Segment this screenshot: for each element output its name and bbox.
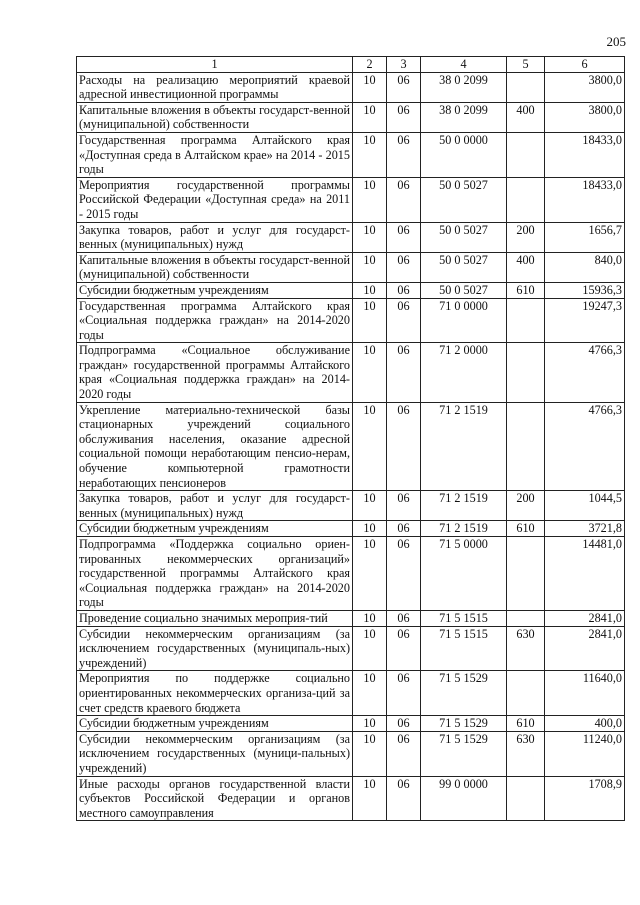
- row-section-cell: 10: [353, 716, 387, 732]
- row-expense-type-cell: [507, 776, 545, 821]
- row-section-cell: 10: [353, 343, 387, 402]
- header-col-1: 1: [77, 57, 353, 73]
- row-name-cell: Субсидии некоммерческим организациям (за исключением государственных (муници-пальных) учреждений): [77, 731, 353, 776]
- row-expense-type-cell: 400: [507, 102, 545, 132]
- row-expense-type-cell: [507, 671, 545, 716]
- row-amount-cell: 2841,0: [545, 626, 625, 671]
- row-amount-cell: 1708,9: [545, 776, 625, 821]
- row-section-cell: 10: [353, 298, 387, 343]
- row-expense-type-cell: [507, 72, 545, 102]
- row-subsection-cell: 06: [387, 610, 421, 626]
- row-expense-type-cell: 610: [507, 282, 545, 298]
- row-target-code-cell: 71 2 1519: [421, 402, 507, 491]
- row-target-code-cell: 71 0 0000: [421, 298, 507, 343]
- row-subsection-cell: 06: [387, 671, 421, 716]
- row-amount-cell: 4766,3: [545, 343, 625, 402]
- row-name-cell: Субсидии бюджетным учреждениям: [77, 282, 353, 298]
- row-subsection-cell: 06: [387, 222, 421, 252]
- table-row: [77, 731, 625, 776]
- row-target-code-cell: 71 5 1515: [421, 610, 507, 626]
- row-name-cell: Капитальные вложения в объекты государст-венной (муниципальной) собственности: [77, 252, 353, 282]
- row-subsection-cell: 06: [387, 72, 421, 102]
- row-name-cell: Субсидии бюджетным учреждениям: [77, 521, 353, 537]
- row-target-code-cell: 99 0 0000: [421, 776, 507, 821]
- row-amount-cell: 3800,0: [545, 102, 625, 132]
- table-row: [77, 343, 625, 402]
- row-section-cell: 10: [353, 252, 387, 282]
- row-subsection-cell: 06: [387, 343, 421, 402]
- table-row: [77, 282, 625, 298]
- row-subsection-cell: 06: [387, 491, 421, 521]
- row-target-code-cell: 71 5 1529: [421, 716, 507, 732]
- row-section-cell: 10: [353, 626, 387, 671]
- row-subsection-cell: 06: [387, 716, 421, 732]
- row-section-cell: 10: [353, 731, 387, 776]
- row-amount-cell: 18433,0: [545, 132, 625, 177]
- row-name-cell: Государственная программа Алтайского края «Доступная среда в Алтайском крае» на 2014 - 2015 годы: [77, 132, 353, 177]
- row-name-cell: Субсидии бюджетным учреждениям: [77, 716, 353, 732]
- header-col-3: 3: [387, 57, 421, 73]
- header-col-2: 2: [353, 57, 387, 73]
- row-name-cell: Государственная программа Алтайского края «Социальная поддержка граждан» на 2014-2020 годы: [77, 298, 353, 343]
- table-row: [77, 716, 625, 732]
- row-target-code-cell: 71 5 1515: [421, 626, 507, 671]
- row-expense-type-cell: [507, 537, 545, 611]
- row-amount-cell: 11640,0: [545, 671, 625, 716]
- row-subsection-cell: 06: [387, 102, 421, 132]
- table-row: [77, 132, 625, 177]
- row-name-cell: Расходы на реализацию мероприятий краевой адресной инвестиционной программы: [77, 72, 353, 102]
- row-amount-cell: 840,0: [545, 252, 625, 282]
- row-expense-type-cell: 630: [507, 626, 545, 671]
- row-expense-type-cell: 200: [507, 491, 545, 521]
- row-section-cell: 10: [353, 610, 387, 626]
- row-amount-cell: 15936,3: [545, 282, 625, 298]
- row-target-code-cell: 38 0 2099: [421, 72, 507, 102]
- row-subsection-cell: 06: [387, 626, 421, 671]
- table-row: [77, 402, 625, 491]
- row-amount-cell: 18433,0: [545, 177, 625, 222]
- row-expense-type-cell: 610: [507, 521, 545, 537]
- header-col-4: 4: [421, 57, 507, 73]
- table-row: [77, 537, 625, 611]
- row-expense-type-cell: [507, 343, 545, 402]
- row-subsection-cell: 06: [387, 132, 421, 177]
- row-name-cell: Субсидии некоммерческим организациям (за исключением государственных (муниципаль-ных) учреждений): [77, 626, 353, 671]
- row-name-cell: Мероприятия государственной программы Российской Федерации «Доступная среда» на 2011 - 2015 годы: [77, 177, 353, 222]
- row-subsection-cell: 06: [387, 521, 421, 537]
- row-target-code-cell: 50 0 0000: [421, 132, 507, 177]
- table-row: [77, 252, 625, 282]
- row-section-cell: 10: [353, 521, 387, 537]
- page-number: 205: [606, 34, 626, 49]
- row-section-cell: 10: [353, 491, 387, 521]
- table-row: [77, 521, 625, 537]
- header-col-5: 5: [507, 57, 545, 73]
- row-target-code-cell: 50 0 5027: [421, 282, 507, 298]
- row-target-code-cell: 71 2 1519: [421, 491, 507, 521]
- row-section-cell: 10: [353, 776, 387, 821]
- row-expense-type-cell: [507, 298, 545, 343]
- row-amount-cell: 1044,5: [545, 491, 625, 521]
- row-subsection-cell: 06: [387, 177, 421, 222]
- row-target-code-cell: 71 5 1529: [421, 731, 507, 776]
- table-row: [77, 610, 625, 626]
- row-subsection-cell: 06: [387, 282, 421, 298]
- row-amount-cell: 3721,8: [545, 521, 625, 537]
- row-subsection-cell: 06: [387, 731, 421, 776]
- table-header: [77, 57, 625, 73]
- row-target-code-cell: 38 0 2099: [421, 102, 507, 132]
- row-section-cell: 10: [353, 177, 387, 222]
- row-name-cell: Капитальные вложения в объекты государст-венной (муниципальной) собственности: [77, 102, 353, 132]
- row-section-cell: 10: [353, 282, 387, 298]
- row-name-cell: Закупка товаров, работ и услуг для государст-венных (муниципальных) нужд: [77, 491, 353, 521]
- row-expense-type-cell: [507, 402, 545, 491]
- header-row: [77, 57, 625, 73]
- table-row: [77, 72, 625, 102]
- row-amount-cell: 2841,0: [545, 610, 625, 626]
- row-section-cell: 10: [353, 402, 387, 491]
- row-target-code-cell: 71 5 0000: [421, 537, 507, 611]
- row-expense-type-cell: 610: [507, 716, 545, 732]
- row-target-code-cell: 50 0 5027: [421, 252, 507, 282]
- row-name-cell: Закупка товаров, работ и услуг для государст-венных (муниципальных) нужд: [77, 222, 353, 252]
- table-row: [77, 102, 625, 132]
- row-name-cell: Укрепление материально-технической базы стационарных учреждений социального обслуживания населения, оказание адресной социальной помощи неработающим пенсио-нерам, обучение компьютерной грамотности неработающих пенсионеров: [77, 402, 353, 491]
- row-expense-type-cell: [507, 132, 545, 177]
- budget-table: [76, 56, 625, 821]
- table-row: [77, 671, 625, 716]
- table-body: [77, 72, 625, 821]
- table-row: [77, 491, 625, 521]
- row-amount-cell: 14481,0: [545, 537, 625, 611]
- row-amount-cell: 4766,3: [545, 402, 625, 491]
- row-target-code-cell: 50 0 5027: [421, 222, 507, 252]
- row-amount-cell: 1656,7: [545, 222, 625, 252]
- row-section-cell: 10: [353, 222, 387, 252]
- row-target-code-cell: 71 2 1519: [421, 521, 507, 537]
- table-row: [77, 177, 625, 222]
- row-subsection-cell: 06: [387, 298, 421, 343]
- row-expense-type-cell: [507, 177, 545, 222]
- table-row: [77, 222, 625, 252]
- table-row: [77, 298, 625, 343]
- row-section-cell: 10: [353, 537, 387, 611]
- row-expense-type-cell: 200: [507, 222, 545, 252]
- row-amount-cell: 400,0: [545, 716, 625, 732]
- row-name-cell: Подпрограмма «Социальное обслуживание граждан» государственной программы Алтайского края «Социальная поддержка граждан» на 2014-2020 годы: [77, 343, 353, 402]
- row-section-cell: 10: [353, 132, 387, 177]
- row-amount-cell: 19247,3: [545, 298, 625, 343]
- row-target-code-cell: 71 2 0000: [421, 343, 507, 402]
- row-subsection-cell: 06: [387, 776, 421, 821]
- row-expense-type-cell: 630: [507, 731, 545, 776]
- row-amount-cell: 11240,0: [545, 731, 625, 776]
- table-row: [77, 626, 625, 671]
- row-subsection-cell: 06: [387, 402, 421, 491]
- table-row: [77, 776, 625, 821]
- row-target-code-cell: 50 0 5027: [421, 177, 507, 222]
- row-section-cell: 10: [353, 72, 387, 102]
- row-amount-cell: 3800,0: [545, 72, 625, 102]
- row-expense-type-cell: 400: [507, 252, 545, 282]
- row-name-cell: Мероприятия по поддержке социально ориентированных некоммерческих организа-ций за счет средств краевого бюджета: [77, 671, 353, 716]
- row-target-code-cell: 71 5 1529: [421, 671, 507, 716]
- row-name-cell: Подпрограмма «Поддержка социально ориен-тированных некоммерческих организаций» государственной программы Алтайского края «Социальная поддержка граждан» на 2014-2020 годы: [77, 537, 353, 611]
- row-subsection-cell: 06: [387, 537, 421, 611]
- row-subsection-cell: 06: [387, 252, 421, 282]
- row-expense-type-cell: [507, 610, 545, 626]
- row-section-cell: 10: [353, 671, 387, 716]
- row-section-cell: 10: [353, 102, 387, 132]
- header-col-6: 6: [545, 57, 625, 73]
- row-name-cell: Иные расходы органов государственной власти субъектов Российской Федерации и органов местного самоуправления: [77, 776, 353, 821]
- row-name-cell: Проведение социально значимых мероприя-тий: [77, 610, 353, 626]
